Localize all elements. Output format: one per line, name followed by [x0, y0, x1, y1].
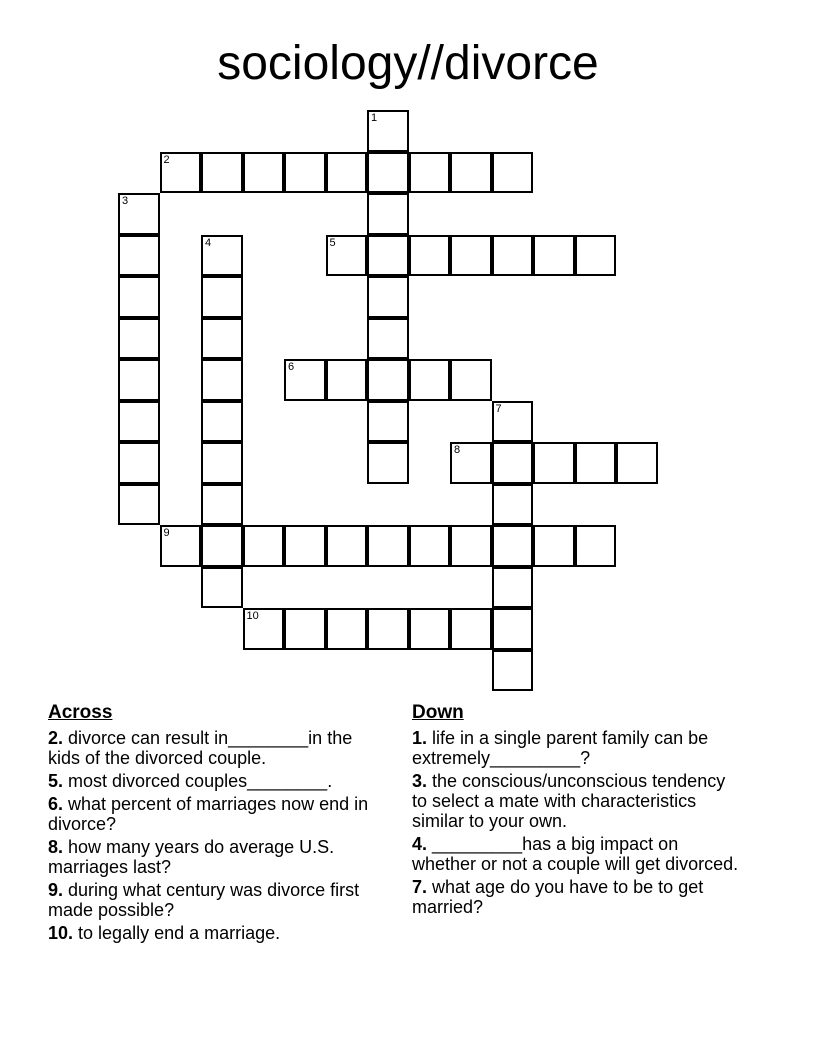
across-clue: [48, 771, 388, 791]
grid-cell[interactable]: [367, 276, 409, 318]
clue-number: 6: [288, 361, 295, 373]
clue-text: _________has a big impact on whether or not a couple will get divorced.: [412, 834, 739, 874]
grid-cell[interactable]: [201, 235, 243, 277]
clue-number: 1: [371, 112, 378, 124]
grid-cell[interactable]: [326, 608, 368, 650]
grid-cell[interactable]: [492, 401, 534, 443]
across-clue: [48, 880, 388, 920]
clue-text: what percent of marriages now end in divorce?: [48, 794, 369, 834]
grid-cell[interactable]: [201, 525, 243, 567]
clue-text: most divorced couples________.: [63, 771, 333, 791]
grid-cell[interactable]: [575, 235, 617, 277]
grid-cell[interactable]: [409, 152, 451, 194]
across-clue: [48, 728, 388, 768]
grid-cell[interactable]: [201, 484, 243, 526]
grid-cell[interactable]: [367, 235, 409, 277]
grid-cell[interactable]: [533, 442, 575, 484]
grid-cell[interactable]: [326, 359, 368, 401]
clue-number: 8: [454, 444, 461, 456]
grid-cell[interactable]: [160, 152, 202, 194]
clue-number: 9: [163, 527, 170, 539]
grid-cell[interactable]: [367, 152, 409, 194]
grid-cell[interactable]: [367, 359, 409, 401]
grid-cell[interactable]: [450, 442, 492, 484]
clue-text: what age do you have to be to get married?: [412, 877, 704, 917]
grid-cell[interactable]: [160, 525, 202, 567]
grid-cell[interactable]: [201, 442, 243, 484]
grid-cell[interactable]: [492, 235, 534, 277]
grid-cell[interactable]: [409, 608, 451, 650]
grid-cell[interactable]: [367, 525, 409, 567]
grid-cell[interactable]: [533, 525, 575, 567]
grid-cell[interactable]: [450, 359, 492, 401]
across-clue: [48, 794, 388, 834]
grid-cell[interactable]: [284, 152, 326, 194]
grid-cell[interactable]: [492, 152, 534, 194]
grid-cell[interactable]: [201, 401, 243, 443]
clue-number-label: 8.: [48, 837, 64, 857]
clue-number-label: 2.: [48, 728, 64, 748]
grid-cell[interactable]: [118, 359, 160, 401]
grid-cell[interactable]: [284, 525, 326, 567]
grid-cell[interactable]: [118, 442, 160, 484]
clue-text: life in a single parent family can be extremely_________?: [412, 728, 709, 768]
grid-cell[interactable]: [492, 525, 534, 567]
grid-cell[interactable]: [450, 235, 492, 277]
clue-number: 10: [246, 610, 259, 622]
grid-cell[interactable]: [118, 235, 160, 277]
grid-cell[interactable]: [367, 110, 409, 152]
clue-text: the conscious/unconscious tendency to select a mate with characteristics similar to your own.: [412, 771, 726, 831]
clue-number: 4: [205, 236, 212, 249]
grid-cell[interactable]: [409, 235, 451, 277]
grid-cell[interactable]: [450, 525, 492, 567]
clue-number-label: 3.: [412, 771, 428, 791]
grid-cell[interactable]: [575, 525, 617, 567]
grid-cell[interactable]: [284, 608, 326, 650]
grid-cell[interactable]: [243, 525, 285, 567]
clue-number: 7: [495, 402, 502, 415]
grid-cell[interactable]: [492, 650, 534, 692]
grid-cell[interactable]: [575, 442, 617, 484]
clue-text: how many years do average U.S. marriages last?: [48, 837, 335, 877]
grid-cell[interactable]: [201, 318, 243, 360]
clue-number: 5: [329, 236, 336, 249]
clue-number-label: 1.: [412, 728, 428, 748]
grid-cell[interactable]: [409, 359, 451, 401]
across-clues: [48, 702, 388, 946]
clue-number-label: 5.: [48, 771, 64, 791]
down-heading: Down: [412, 702, 464, 723]
grid-cell[interactable]: [243, 608, 285, 650]
grid-cell[interactable]: [118, 193, 160, 235]
clue-number: 2: [163, 153, 170, 166]
grid-cell[interactable]: [284, 359, 326, 401]
grid-cell[interactable]: [118, 318, 160, 360]
grid-cell[interactable]: [201, 359, 243, 401]
across-clue-list: [48, 728, 388, 943]
grid-cell[interactable]: [326, 152, 368, 194]
down-clue-list: [412, 728, 742, 917]
across-clue: [48, 923, 388, 943]
grid-cell[interactable]: [492, 484, 534, 526]
down-clue: [412, 834, 742, 874]
grid-cell[interactable]: [326, 525, 368, 567]
grid-cell[interactable]: [533, 235, 575, 277]
clue-number-label: 4.: [412, 834, 428, 854]
clue-text: during what century was divorce first made possible?: [48, 880, 360, 920]
grid-cell[interactable]: [118, 276, 160, 318]
grid-cell[interactable]: [450, 152, 492, 194]
grid-cell[interactable]: [118, 401, 160, 443]
grid-cell[interactable]: [243, 152, 285, 194]
across-clue: [48, 837, 388, 877]
clue-number: 3: [122, 195, 129, 207]
across-heading: Across: [48, 702, 113, 723]
down-clue: [412, 771, 742, 831]
grid-cell[interactable]: [367, 608, 409, 650]
grid-cell[interactable]: [367, 442, 409, 484]
grid-cell[interactable]: [326, 235, 368, 277]
grid-cell[interactable]: [492, 442, 534, 484]
grid-cell[interactable]: [367, 193, 409, 235]
clue-text: to legally end a marriage.: [73, 923, 281, 943]
down-clues: [412, 702, 742, 920]
grid-cell[interactable]: [367, 318, 409, 360]
down-clue: [412, 728, 742, 768]
grid-cell[interactable]: [409, 525, 451, 567]
grid-cell[interactable]: [450, 608, 492, 650]
down-clue: [412, 877, 742, 917]
puzzle-title: sociology//divorce: [217, 37, 599, 90]
grid-cell[interactable]: [492, 567, 534, 609]
grid-cell[interactable]: [367, 401, 409, 443]
grid-cell[interactable]: [201, 276, 243, 318]
grid-cell[interactable]: [118, 484, 160, 526]
clue-number-label: 6.: [48, 794, 64, 814]
grid-cell[interactable]: [492, 608, 534, 650]
clue-number-label: 10.: [48, 923, 74, 943]
grid-cell[interactable]: [201, 152, 243, 194]
clue-number-label: 9.: [48, 880, 64, 900]
grid-cell[interactable]: [201, 567, 243, 609]
clue-number-label: 7.: [412, 877, 428, 897]
grid-cell[interactable]: [616, 442, 658, 484]
clue-text: divorce can result in________in the kids of the divorced couple.: [48, 728, 353, 768]
